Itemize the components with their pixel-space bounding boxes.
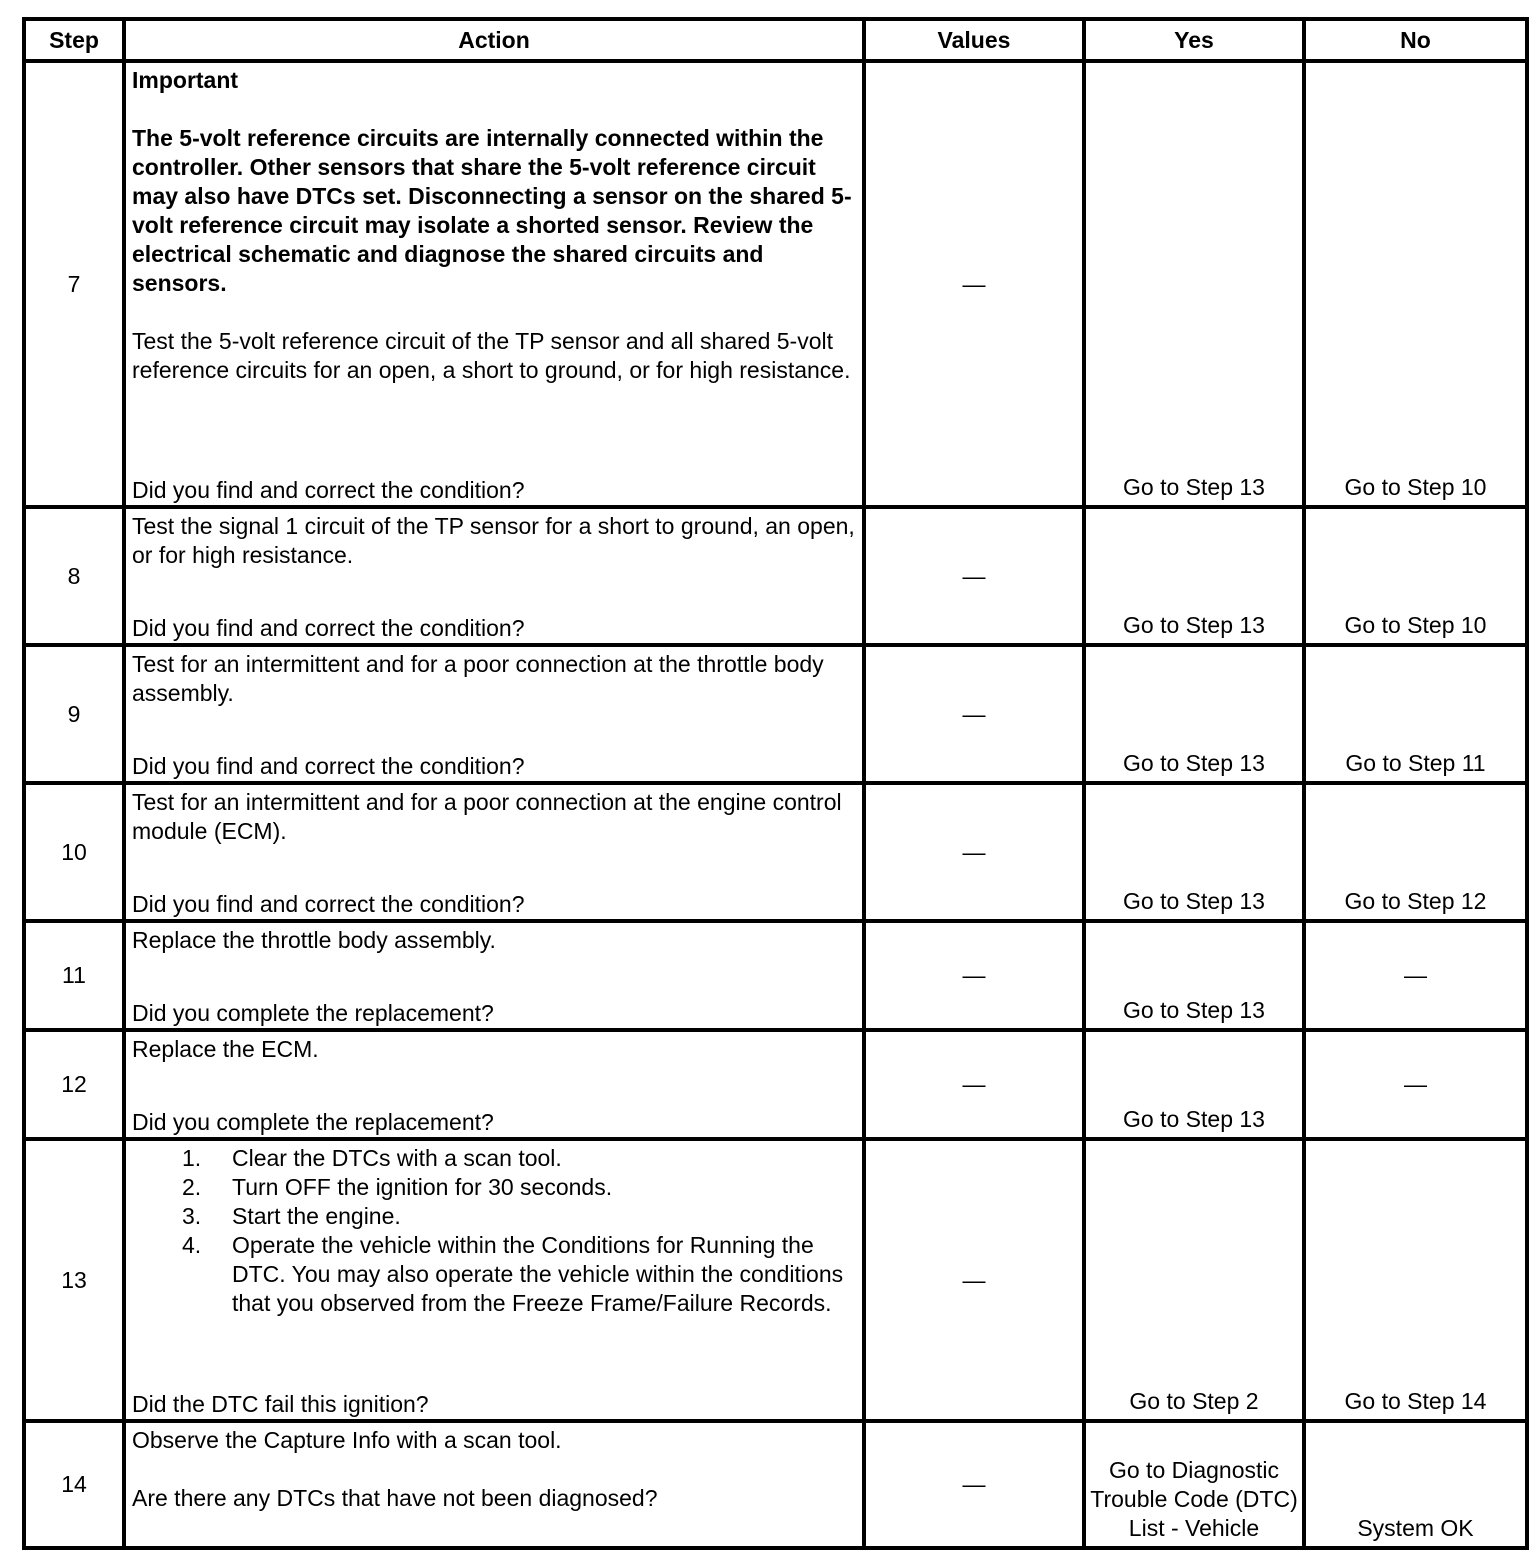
yes-link[interactable]: Go to Step 2 bbox=[1084, 1139, 1304, 1421]
table-row bbox=[24, 1030, 1527, 1139]
table-row bbox=[24, 921, 1527, 1030]
header-no: No bbox=[1304, 19, 1527, 61]
step-number: 8 bbox=[24, 507, 124, 645]
values-cell: — bbox=[864, 1139, 1084, 1421]
no-link[interactable]: Go to Step 14 bbox=[1304, 1139, 1527, 1421]
list-item bbox=[182, 1173, 856, 1202]
values-cell: — bbox=[864, 507, 1084, 645]
action-text: Replace the throttle body assembly. bbox=[132, 927, 496, 953]
step-number: 14 bbox=[24, 1421, 124, 1548]
action-cell bbox=[124, 1139, 864, 1421]
action-cell bbox=[124, 783, 864, 921]
step-number: 13 bbox=[24, 1139, 124, 1421]
action-cell bbox=[124, 1421, 864, 1548]
list-item bbox=[182, 1202, 856, 1231]
action-question: Did you complete the replacement? bbox=[132, 1000, 494, 1026]
step-number: 11 bbox=[24, 921, 124, 1030]
list-text: Operate the vehicle within the Conditions for Running the DTC. You may also operate the vehicle within the conditions that you observed from the Freeze Frame/Failure Records. bbox=[232, 1232, 844, 1316]
action-question: Did you find and correct the condition? bbox=[132, 477, 525, 503]
table-row bbox=[24, 61, 1527, 507]
yes-link[interactable]: Go to Diagnostic Trouble Code (DTC) List - Vehicle bbox=[1084, 1421, 1304, 1548]
action-question: Did you find and correct the condition? bbox=[132, 753, 525, 779]
header-row bbox=[24, 19, 1527, 61]
no-cell: — bbox=[1304, 921, 1527, 1030]
step-number: 10 bbox=[24, 783, 124, 921]
procedure-list bbox=[132, 1144, 856, 1318]
action-cell bbox=[124, 507, 864, 645]
values-cell: — bbox=[864, 783, 1084, 921]
values-cell: — bbox=[864, 61, 1084, 507]
values-cell: — bbox=[864, 1030, 1084, 1139]
action-question: Did you find and correct the condition? bbox=[132, 615, 525, 641]
yes-link[interactable]: Go to Step 13 bbox=[1084, 507, 1304, 645]
list-item bbox=[182, 1231, 856, 1318]
step-number: 7 bbox=[24, 61, 124, 507]
table-row bbox=[24, 1139, 1527, 1421]
action-question: Are there any DTCs that have not been diagnosed? bbox=[132, 1485, 658, 1511]
yes-link[interactable]: Go to Step 13 bbox=[1084, 61, 1304, 507]
no-link[interactable]: Go to Step 11 bbox=[1304, 645, 1527, 783]
no-cell: — bbox=[1304, 1030, 1527, 1139]
yes-link[interactable]: Go to Step 13 bbox=[1084, 783, 1304, 921]
action-text: Replace the ECM. bbox=[132, 1036, 319, 1062]
header-values: Values bbox=[864, 19, 1084, 61]
values-cell: — bbox=[864, 645, 1084, 783]
list-number: 3. bbox=[182, 1203, 202, 1229]
values-cell: — bbox=[864, 921, 1084, 1030]
table-row bbox=[24, 507, 1527, 645]
important-text: The 5-volt reference circuits are internally connected within the controller. Other sensors that share the 5-volt reference circuit may also have DTCs set. Disconnecting a sensor on the shared 5-volt reference circuit may isolate a shorted sensor. Review the electrical schematic and diagnose the shared circuits and sensors. bbox=[132, 125, 852, 296]
step-number: 12 bbox=[24, 1030, 124, 1139]
important-label: Important bbox=[132, 67, 239, 93]
yes-link[interactable]: Go to Step 13 bbox=[1084, 1030, 1304, 1139]
no-cell: System OK bbox=[1304, 1421, 1527, 1548]
action-text: Test the signal 1 circuit of the TP sensor for a short to ground, an open, or for high resistance. bbox=[132, 513, 855, 568]
list-item bbox=[182, 1144, 856, 1173]
action-question: Did you find and correct the condition? bbox=[132, 891, 525, 917]
action-text: Test for an intermittent and for a poor connection at the throttle body assembly. bbox=[132, 651, 824, 706]
action-cell bbox=[124, 61, 864, 507]
yes-link[interactable]: Go to Step 13 bbox=[1084, 921, 1304, 1030]
action-question: Did you complete the replacement? bbox=[132, 1109, 494, 1135]
list-text: Clear the DTCs with a scan tool. bbox=[232, 1145, 562, 1171]
table-row bbox=[24, 783, 1527, 921]
list-text: Turn OFF the ignition for 30 seconds. bbox=[232, 1174, 613, 1200]
step-number: 9 bbox=[24, 645, 124, 783]
action-cell bbox=[124, 1030, 864, 1139]
list-number: 4. bbox=[182, 1232, 202, 1258]
table-row bbox=[24, 645, 1527, 783]
table-row bbox=[24, 1421, 1527, 1548]
no-link[interactable]: Go to Step 12 bbox=[1304, 783, 1527, 921]
action-text: Observe the Capture Info with a scan tool. bbox=[132, 1427, 562, 1453]
header-step: Step bbox=[24, 19, 124, 61]
diagnostic-table bbox=[22, 17, 1529, 1550]
no-link[interactable]: Go to Step 10 bbox=[1304, 61, 1527, 507]
action-question: Did the DTC fail this ignition? bbox=[132, 1391, 429, 1417]
list-text: Start the engine. bbox=[232, 1203, 401, 1229]
header-action: Action bbox=[124, 19, 864, 61]
action-cell bbox=[124, 921, 864, 1030]
action-cell bbox=[124, 645, 864, 783]
values-cell: — bbox=[864, 1421, 1084, 1548]
list-number: 1. bbox=[182, 1145, 202, 1171]
no-link[interactable]: Go to Step 10 bbox=[1304, 507, 1527, 645]
list-number: 2. bbox=[182, 1174, 202, 1200]
header-yes: Yes bbox=[1084, 19, 1304, 61]
action-text: Test the 5-volt reference circuit of the TP sensor and all shared 5-volt reference circuits for an open, a short to ground, or for high resistance. bbox=[132, 328, 851, 383]
action-text: Test for an intermittent and for a poor connection at the engine control module (ECM). bbox=[132, 789, 842, 844]
yes-link[interactable]: Go to Step 13 bbox=[1084, 645, 1304, 783]
